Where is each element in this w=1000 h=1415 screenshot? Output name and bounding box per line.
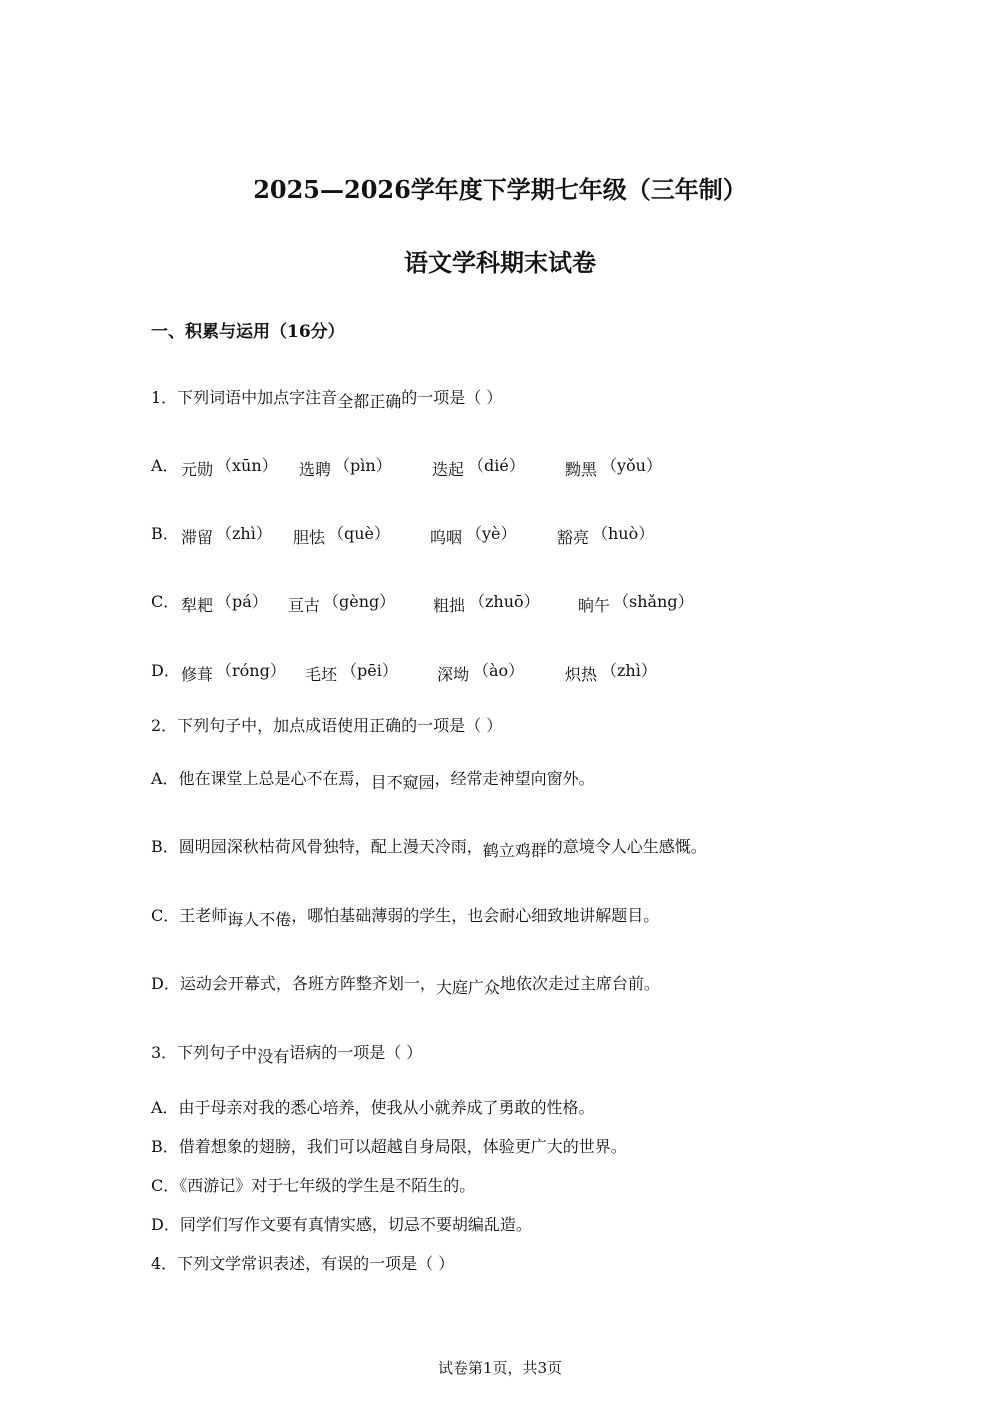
question-4-stem: 4．下列文学常识表述，有误的一项是（ ） [151, 1254, 455, 1273]
q2-option-a [151, 766, 595, 792]
q1-c-word-1: 犁耙 [181, 596, 214, 615]
q1-a-pinyin-3: （dié） [468, 456, 525, 475]
q3-option-a: A．由于母亲对我的悉心培养，使我从小就养成了勇敢的性格。 [151, 1098, 595, 1117]
exam-subtitle: 语文学科期末试卷 [404, 248, 596, 277]
q1-d-pinyin-3: （ào） [473, 661, 525, 680]
q1-b-word-4: 豁亮 [557, 528, 590, 547]
question-3-stem-end: 语病的一项是（ ） [289, 1043, 423, 1062]
q3-option-d: D．同学们写作文要有真情实感，切忌不要胡编乱造。 [151, 1215, 532, 1234]
question-1-stem [151, 385, 503, 411]
q1-option-c-letter: C． [151, 592, 180, 611]
q2-option-d [151, 971, 660, 997]
q3-option-c: C．《西游记》对于七年级的学生是不陌生的。 [151, 1176, 476, 1195]
q1-a-word-3: 迭起 [432, 460, 465, 479]
q1-d-pinyin-2: （pēi） [341, 661, 398, 680]
exam-title: 2025—2026学年度下学期七年级（三年制） [253, 175, 747, 204]
q1-a-word-2: 选聘 [299, 460, 332, 479]
q2-a-text-end: ，经常走神望向窗外。 [434, 769, 595, 788]
q2-d-text: D．运动会开幕式，各班方阵整齐划一， [151, 974, 436, 993]
q1-a-pinyin-1: （xūn） [216, 456, 278, 475]
q1-c-pinyin-3: （zhuō） [469, 592, 540, 611]
q2-a-text: A．他在课堂上总是心不在焉， [151, 769, 371, 788]
q2-b-text: B．圆明园深秋枯荷风骨独特，配上漫天冷雨， [151, 837, 483, 856]
q1-b-pinyin-1: （zhì） [216, 524, 272, 543]
q1-b-word-2: 胆怯 [293, 528, 326, 547]
q1-c-word-2: 亘古 [288, 596, 321, 615]
q1-c-pinyin-4: （shǎng） [613, 592, 694, 611]
q1-d-word-3: 深坳 [437, 665, 470, 684]
question-2-stem: 2．下列句子中，加点成语使用正确的一项是（ ） [151, 716, 503, 735]
question-1-stem-end: 的一项是（ ） [401, 388, 503, 407]
q1-d-pinyin-1: （róng） [216, 661, 286, 680]
q2-c-idiom: 诲人不倦 [227, 910, 292, 929]
q2-b-text-end: 的意境令人心生感慨。 [546, 837, 707, 856]
q2-option-b [151, 834, 707, 860]
page-footer: 试卷第1页，共3页 [437, 1359, 563, 1377]
q2-option-c [151, 903, 660, 929]
q1-b-pinyin-2: （què） [328, 524, 391, 543]
question-1-emphasis: 全都正确 [337, 392, 402, 411]
question-1-stem-text: 1．下列词语中加点字注音 [151, 388, 338, 407]
q3-option-b: B．借着想象的翅膀，我们可以超越自身局限，体验更广大的世界。 [151, 1137, 627, 1156]
q1-c-pinyin-2: （gèng） [323, 592, 396, 611]
q1-d-word-1: 修葺 [181, 665, 214, 684]
q1-d-word-2: 毛坯 [305, 665, 338, 684]
q1-option-a-letter: A． [151, 456, 179, 475]
q1-b-word-1: 滞留 [181, 528, 214, 547]
section-heading: 一、积累与运用（16分） [151, 322, 345, 342]
q1-d-word-4: 炽热 [565, 665, 598, 684]
q1-c-word-4: 晌午 [578, 596, 611, 615]
q1-a-pinyin-2: （pìn） [334, 456, 392, 475]
q1-a-pinyin-4: （yǒu） [601, 456, 662, 475]
q2-b-idiom: 鹤立鸡群 [482, 841, 547, 860]
q1-option-d-letter: D． [151, 661, 180, 680]
q2-c-text-end: ，哪怕基础薄弱的学生，也会耐心细致地讲解题目。 [291, 906, 660, 925]
q1-d-pinyin-4: （zhì） [601, 661, 657, 680]
q1-c-word-3: 粗拙 [433, 596, 466, 615]
question-3-stem-text: 3．下列句子中 [151, 1043, 258, 1062]
q2-a-idiom: 目不窥园 [370, 773, 435, 792]
q2-c-text: C．王老师 [151, 906, 228, 925]
q2-d-idiom: 大庭广众 [435, 978, 500, 997]
question-3-stem [151, 1040, 423, 1066]
q1-b-pinyin-4: （huò） [592, 524, 655, 543]
q2-d-text-end: 地依次走过主席台前。 [499, 974, 660, 993]
q1-a-word-1: 元勋 [181, 460, 214, 479]
q1-b-word-3: 呜咽 [430, 528, 463, 547]
q1-c-pinyin-1: （pá） [216, 592, 268, 611]
q1-a-word-4: 黝黑 [565, 460, 598, 479]
q1-b-pinyin-3: （yè） [466, 524, 517, 543]
question-3-emphasis: 没有 [257, 1047, 290, 1066]
q1-option-b-letter: B． [151, 524, 179, 543]
